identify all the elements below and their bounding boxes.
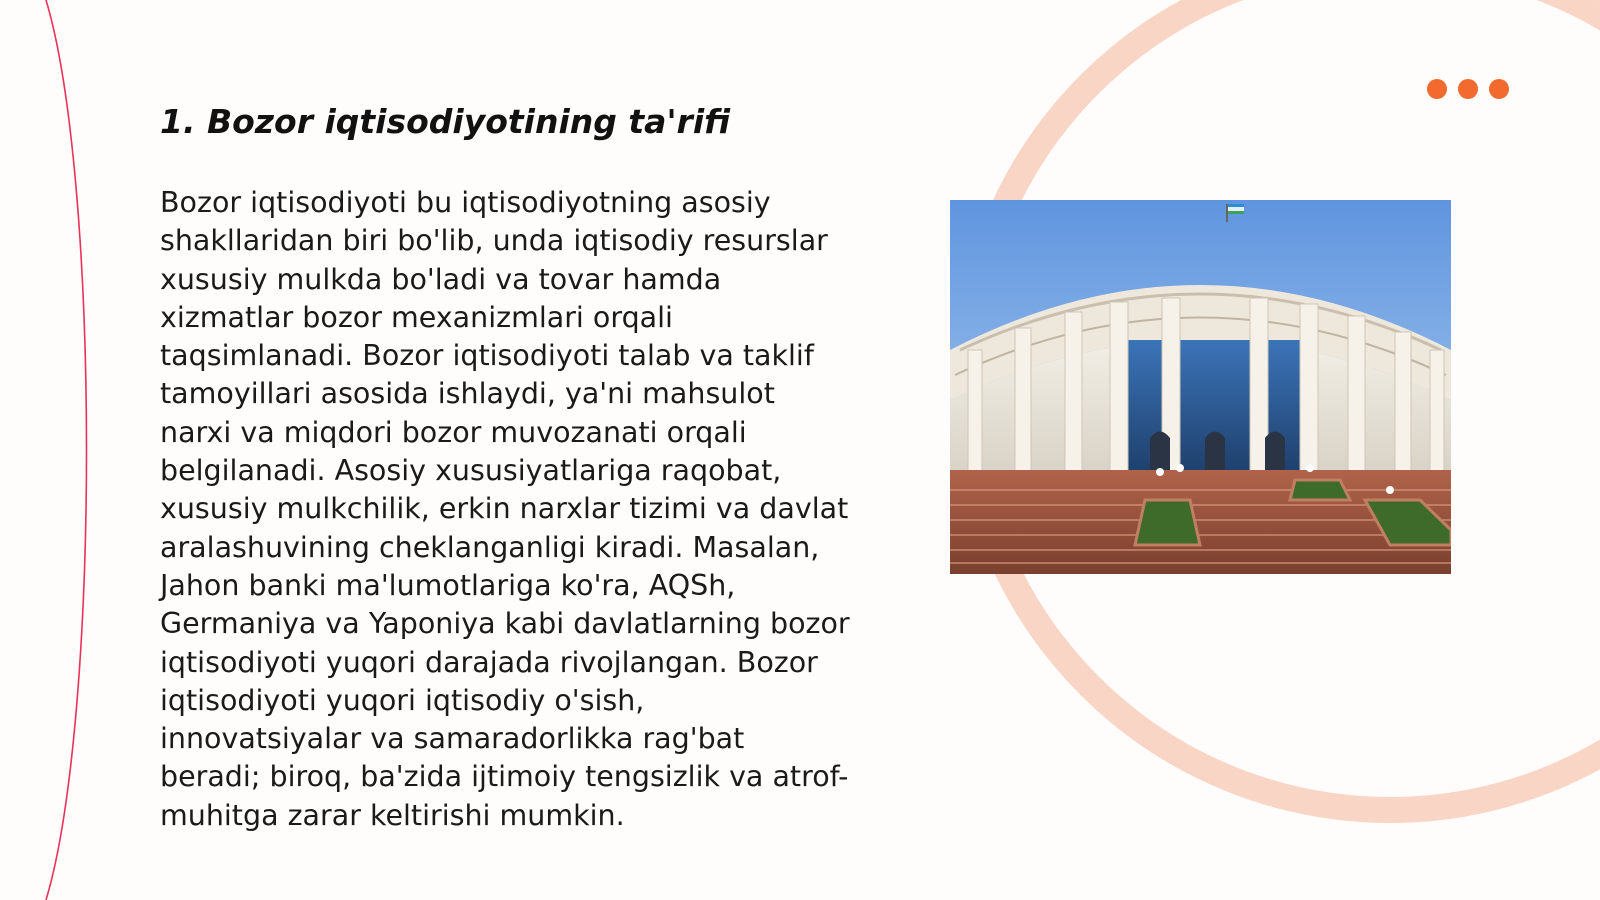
three-dots-icon xyxy=(1427,79,1509,99)
slide-title: 1. Bozor iqtisodiyotining ta'rifi xyxy=(160,102,731,141)
left-curve-line xyxy=(46,0,87,900)
dot-3 xyxy=(1489,79,1509,99)
dot-2 xyxy=(1458,79,1478,99)
dot-1 xyxy=(1427,79,1447,99)
body-paragraph: Bozor iqtisodiyoti bu iqtisodiyotning asosiy shakllaridan biri bo'lib, unda iqtisodiy resurslar xususiy mulkda bo'ladi va tovar hamda xizmatlar bozor mexanizmlari orqali taqsimlanadi. Bozor iqtisodiyoti talab va taklif tamoyillari asosida ishlaydi, ya'ni mahsulot narxi va miqdori bozor muvozanati orqali belgilanadi. Asosiy xususiyatlariga raqobat, xususiy mulkchilik, erkin narxlar tizimi va davlat aralashuvining cheklanganligi kiradi. Masalan, Jahon banki ma'lumotlariga ko'ra, AQSh, Germaniya va Yaponiya kabi davlatlarning bozor iqtisodiyoti yuqori darajada rivojlangan. Bozor iqtisodiyoti yuqori iqtisodiy o'sish, innovatsiyalar va samaradorlikka rag'bat beradi; biroq, ba'zida ijtimoiy tengsizlik va atrof-muhitga zarar keltirishi mumkin. xyxy=(160,186,850,832)
building-photo xyxy=(950,200,1451,574)
